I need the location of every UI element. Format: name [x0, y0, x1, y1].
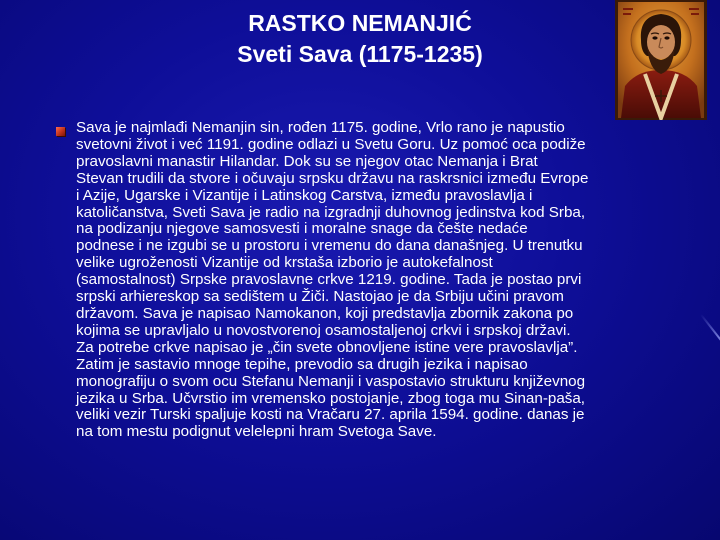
body-line: kojima se upravljalo u novostvorenoj osamostaljenoj crkvi i srpskoj državi. — [76, 321, 571, 339]
body-line: na podizanju njegove samosvesti i moralne snage da češte nedaće — [76, 220, 528, 238]
body-line: (samostalnost) Srpske pravoslavne crkve 1219. godine. Tada je postao prvi — [76, 271, 582, 289]
body-line: monografiju o svom ocu Stefanu Nemanji i vaspostavio strukturu književnog — [76, 372, 586, 390]
body-line: velike ugroženosti Vizantije od krstaša izborio je autokefalnost — [76, 254, 493, 272]
body-line: pravoslavni manastir Hilandar. Dok su se njegov otac Nemanja i Brat — [76, 152, 538, 170]
saint-sava-icon-portrait — [615, 0, 707, 120]
body-line: veliki vezir Turski spaljuje kosti na Vračaru 27. aprila 1594. godine. danas je — [76, 406, 585, 424]
slide-title — [130, 8, 590, 70]
body-line: podnese i ne izgubi se u prostoru i vremenu do dana današnjeg. U trenutku — [76, 237, 583, 255]
body-line: svetovni život i već 1191. godine odlazi u Svetu Goru. Uz pomoć oca podiže — [76, 135, 586, 153]
body-line: jezika u Srba. Učvrstio im vremensko postojanje, zbog toga mu Sinan-paša, — [76, 389, 586, 407]
body-line: državom. Sava je napisao Namokanon, koji predstavlja zbornik zakona po — [76, 304, 574, 322]
body-line: Zatim je sastavio mnoge tepihe, prevodio sa drugih jezika i napisao — [76, 355, 528, 373]
slide-body-text — [76, 120, 691, 441]
body-line: Stevan trudili da stvore i očuvaju srpsku državu na raskrsnici između Evrope — [76, 169, 589, 187]
body-line: na tom mestu podignut velelepni hram Svetoga Save. — [76, 423, 437, 441]
decorative-line — [700, 314, 720, 363]
slide-title-line1: RASTKO NEMANJIĆ — [248, 10, 472, 36]
body-line: Sava je najmlađi Nemanjin sin, rođen 1175. godine, Vrlo rano je napustio — [76, 119, 565, 136]
body-line: i Azije, Ugarske i Vizantije i Latinskog Carstva, između pravoslavlja i — [76, 186, 533, 204]
body-line: srpski arhiereskop sa sedištem u Žiči. Nastojao je da Srbiju učini pravom — [76, 288, 564, 306]
square-bullet-icon — [56, 127, 65, 136]
body-line: katoličanstva, Sveti Sava je radio na izgradnji duhovnog jedinstva kod Srba, — [76, 203, 586, 221]
body-line: Za potrebe crkve napisao je „čin svete obnovljene istine vere pravoslavlja”. — [76, 338, 578, 356]
slide-title-line2: Sveti Sava (1175-1235) — [237, 41, 483, 67]
